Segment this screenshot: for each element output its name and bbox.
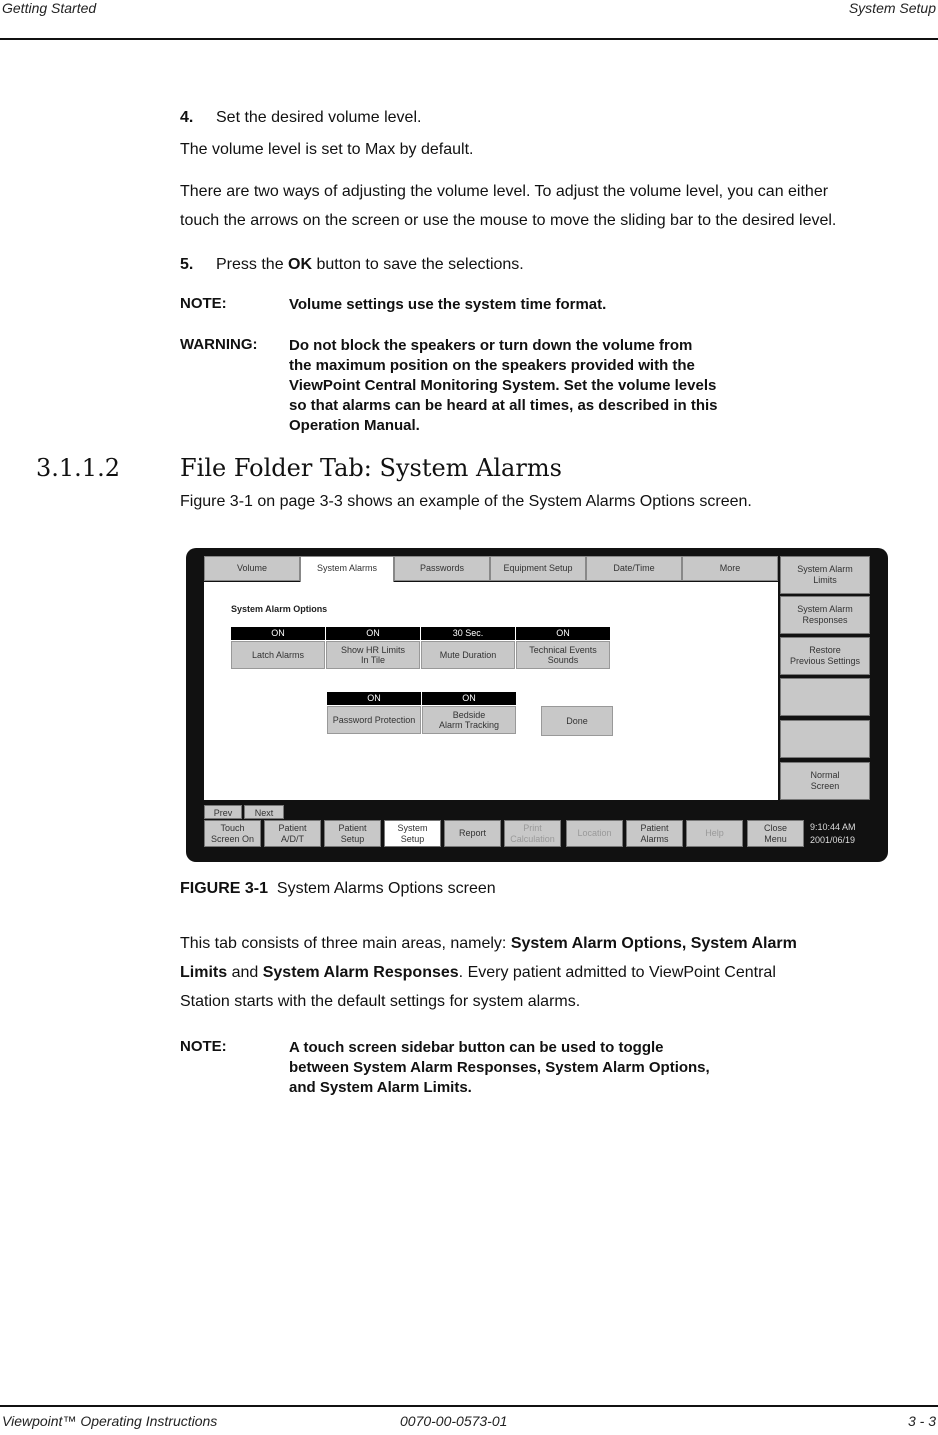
bedside-alarm-tracking-state: ON [422,692,516,705]
mute-duration-button[interactable]: Mute Duration [421,641,515,669]
tab-date-time[interactable]: Date/Time [586,556,682,581]
clock [810,821,856,847]
patient-setup-button[interactable]: Patient Setup [324,820,381,847]
para-post: . Every patient admitted to ViewPoint Central [458,964,776,981]
warning-line: the maximum position on the speakers provided with the [289,357,695,374]
ways-line-2: touch the arrows on the screen or use the mouse to move the sliding bar to the desired level. [180,212,837,229]
step-5-post: button to save the selections. [316,256,524,273]
patient-alarms-button[interactable]: Patient Alarms [626,820,683,847]
note-2-text [289,1038,849,1098]
blank-side-button[interactable] [780,678,870,716]
latch-alarms-state: ON [231,627,325,640]
bedside-alarm-tracking-button[interactable]: Bedside Alarm Tracking [422,706,516,734]
header-left: Getting Started [2,0,97,16]
note-1-label: NOTE: [180,295,227,312]
password-protection-button[interactable]: Password Protection [327,706,421,734]
figure-label: FIGURE 3-1 [180,880,269,897]
footer-left: Viewpoint™ Operating Instructions [2,1413,218,1429]
show-hr-limits-state: ON [326,627,420,640]
blank-side-button[interactable] [780,720,870,758]
print-calculation-button[interactable]: Print Calculation [504,820,561,847]
footer-page-number: 3 - 3 [907,1413,936,1429]
date-readout: 2001/06/19 [810,835,856,845]
note-1-text: Volume settings use the system time format. [289,296,607,313]
tab-more[interactable]: More [682,556,778,581]
touch-screen-button[interactable]: Touch Screen On [204,820,261,847]
step-5 [180,250,524,279]
technical-events-button[interactable]: Technical Events Sounds [516,641,610,669]
system-setup-button[interactable]: System Setup [384,820,441,847]
figure-caption-text: System Alarms Options screen [276,880,496,897]
location-button[interactable]: Location [566,820,623,847]
patient-adt-button[interactable]: Patient A/D/T [264,820,321,847]
note-2-line: A touch screen sidebar button can be used to toggle [289,1039,664,1056]
ok-keyword: OK [288,256,313,273]
time-readout: 9:10:44 AM [810,822,856,832]
warning-line: so that alarms can be heard at all times, as described in this [289,397,718,414]
step-4 [180,103,421,132]
warning-label: WARNING: [180,336,258,353]
section-intro: Figure 3-1 on page 3-3 shows an example of the System Alarms Options screen. [180,493,752,510]
options-panel [204,582,778,800]
tab-description [180,929,910,1016]
footer-rule [0,1405,938,1407]
warning-line: Operation Manual. [289,417,420,434]
para-line-3: Station starts with the default settings for system alarms. [180,993,581,1010]
prev-button[interactable]: Prev [204,805,242,819]
note-2-line: and System Alarm Limits. [289,1079,472,1096]
step-4-number: 4. [180,109,194,126]
panel-title: System Alarm Options [231,604,328,614]
header-right: System Setup [848,0,936,16]
password-protection-state: ON [327,692,421,705]
para-bold-2: Limits [180,964,228,981]
system-alarm-responses-button[interactable]: System Alarm Responses [780,596,870,634]
help-button[interactable]: Help [686,820,743,847]
technical-events-state: ON [516,627,610,640]
system-alarm-limits-button[interactable]: System Alarm Limits [780,556,870,594]
ways-line-1: There are two ways of adjusting the volume level. To adjust the volume level, you can either [180,183,829,200]
tab-volume[interactable]: Volume [204,556,300,581]
warning-text [289,336,849,436]
step-5-pre: Press the [216,256,284,273]
para-pre: This tab consists of three main areas, namely: [180,935,507,952]
section-number: 3.1.1.2 [36,454,120,482]
show-hr-limits-button[interactable]: Show HR Limits In Tile [326,641,420,669]
step-5-number: 5. [180,256,194,273]
next-button[interactable]: Next [244,805,284,819]
para-mid: and [231,964,259,981]
warning-line: Do not block the speakers or turn down the volume from [289,337,693,354]
default-volume-text: The volume level is set to Max by default. [180,141,474,158]
latch-alarms-button[interactable]: Latch Alarms [231,641,325,669]
note-2-label: NOTE: [180,1038,227,1055]
note-2-line: between System Alarm Responses, System Alarm Options, [289,1059,710,1076]
close-menu-button[interactable]: Close Menu [747,820,804,847]
system-alarms-screenshot [186,548,888,862]
section-title: File Folder Tab: System Alarms [180,454,562,482]
step-4-text: Set the desired volume level. [216,109,422,126]
figure-caption [180,880,496,898]
tab-system-alarms[interactable]: System Alarms [300,556,394,583]
para-bold-1: System Alarm Options, System Alarm [510,935,797,952]
restore-previous-settings-button[interactable]: Restore Previous Settings [780,637,870,675]
mute-duration-state: 30 Sec. [421,627,515,640]
done-button[interactable]: Done [541,706,613,736]
para-bold-3: System Alarm Responses [262,964,459,981]
header-rule [0,38,938,40]
footer-doc-number: 0070-00-0573-01 [400,1413,508,1429]
warning-line: ViewPoint Central Monitoring System. Set the volume levels [289,377,717,394]
tab-equipment-setup[interactable]: Equipment Setup [490,556,586,581]
report-button[interactable]: Report [444,820,501,847]
normal-screen-button[interactable]: Normal Screen [780,762,870,800]
tab-passwords[interactable]: Passwords [394,556,490,581]
